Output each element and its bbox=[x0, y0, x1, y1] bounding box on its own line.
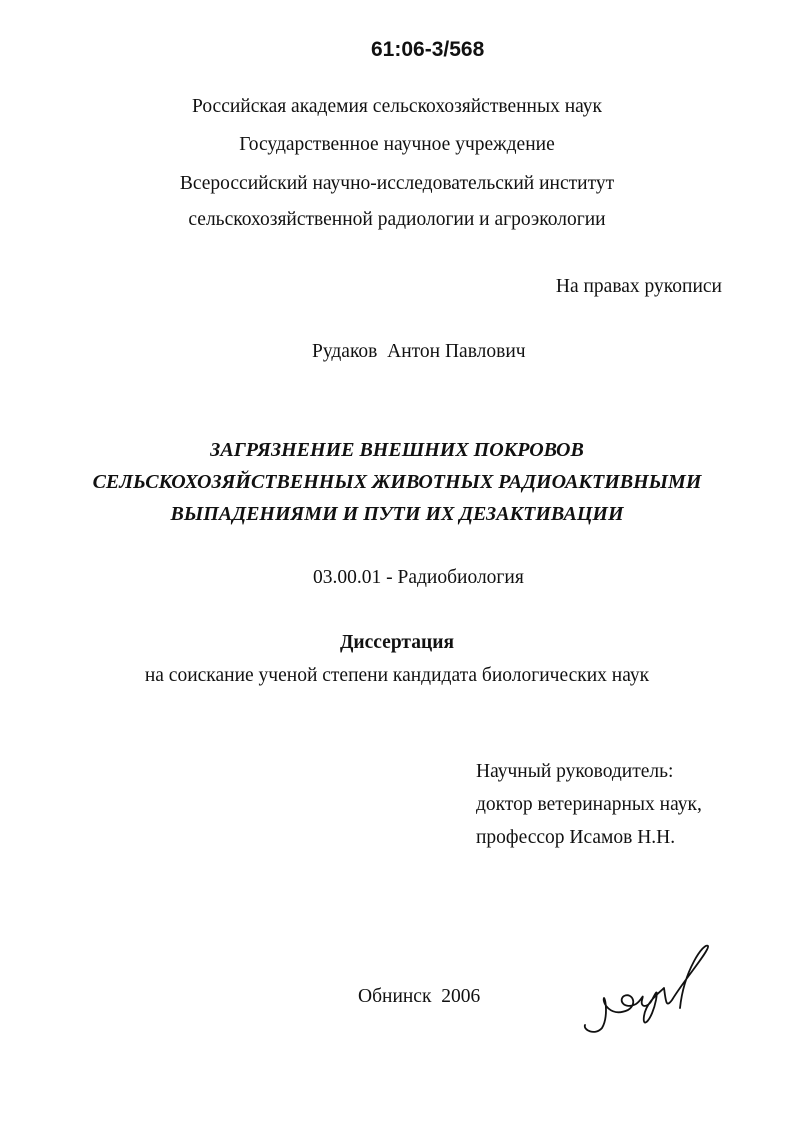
institution-line: Российская академия сельскохозяйственных наук bbox=[191, 96, 603, 117]
archive-code: 61:06-3/568 bbox=[371, 38, 485, 61]
institution-line: Государственное научное учреждение bbox=[239, 134, 555, 155]
place-year: Обнинск 2006 bbox=[358, 986, 481, 1007]
author-name: Рудаков Антон Павлович bbox=[312, 341, 526, 362]
rights-note: На правах рукописи bbox=[555, 276, 722, 297]
specialty: 03.00.01 - Радиобиология bbox=[313, 567, 524, 588]
supervisor-degree: доктор ветеринарных наук, bbox=[476, 794, 702, 815]
signature bbox=[580, 930, 720, 1040]
supervisor-name: профессор Исамов Н.Н. bbox=[476, 827, 676, 848]
supervisor-label: Научный руководитель: bbox=[476, 761, 674, 782]
degree: на соискание ученой степени кандидата биологических наук bbox=[144, 665, 650, 686]
institution-line: сельскохозяйственной радиологии и агроэкологии bbox=[188, 209, 606, 230]
title-line: СЕЛЬСКОХОЗЯЙСТВЕННЫХ ЖИВОТНЫХ РАДИОАКТИВНЫМИ bbox=[92, 471, 702, 493]
title-line: ВЫПАДЕНИЯМИ И ПУТИ ИХ ДЕЗАКТИВАЦИИ bbox=[170, 503, 624, 525]
institution-line: Всероссийский научно-исследовательский институт bbox=[179, 173, 615, 194]
title-line: ЗАГРЯЗНЕНИЕ ВНЕШНИХ ПОКРОВОВ bbox=[210, 439, 584, 461]
document-type: Диссертация bbox=[339, 632, 455, 653]
